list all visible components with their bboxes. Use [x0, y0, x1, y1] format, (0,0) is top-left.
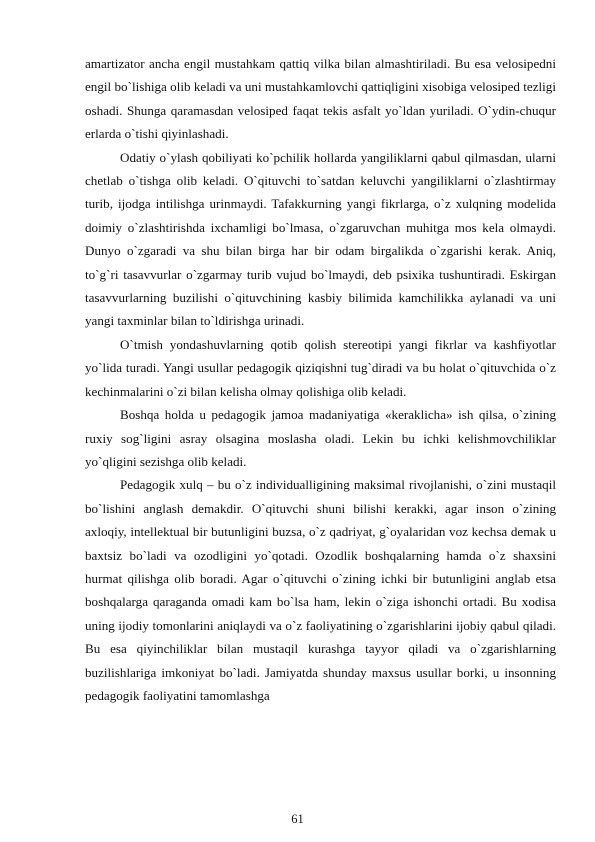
paragraph-2: Odatiy o`ylash qobiliyati ko`pchilik hollarda yangiliklarni qabul qilmasdan, ularni chetlab o`tishga olib keladi. O`qituvchi to`satdan keluvchi yangiliklarni o`zlashtirmay turib, ijodga intilishga urinmaydi. Tafakkurning yangi fikrlarga, o`z xulqning modelida doimiy o`zlashtirishda ixchamligi bo`lmasa, o`zgaruvchan muhitga mos kela olmaydi. Dunyo o`zgaradi va shu bilan birga har bir odam birgalikda o`zgarishi kerak. Aniq, to`g`ri tasavvurlar o`zgarmay turib vujud bo`lmaydi, deb psixika tushuntiradi. Eskirgan tasavvurlarning buzilishi o`qituvchining kasbiy bilimida kamchilikka aylanadi va uni yangi taxminlar bilan to`ldirishga urinadi.	[85, 149, 556, 329]
page-number: 61	[291, 812, 304, 826]
paragraph-5: Pedagogik xulq – bu o`z individualligining maksimal rivojlanishi, o`zini mustaqil bo`lishini anglash demakdir. O`qituvchi shuni bilishi kerakki, agar inson o`zining axloqiy, intellektual bir butunligini buzsa, o`z qadriyat, g`oyalaridan voz kechsa demak u baxtsiz bo`ladi va ozodligini yo`qotadi. Ozodlik boshqalarning hamda o`z shaxsini hurmat qilishga olib boradi. Agar o`qituvchi o`zining ichki bir butunligini anglab etsa boshqalarga qaraganda omadi kam bo`lsa ham, lekin o`ziga ishonchi ortadi. Bu xodisa uning ijodiy tomonlarini aniqlaydi va o`z faoliyatining o`zgarishlarini ijobiy qabul qiladi. Bu esa qiyinchiliklar bilan mustaqil kurashga tayyor qiladi va o`zgarishlarning buzilishlariga imkoniyat bo`ladi. Jamiyatda shunday maxsus usullar borki, u insonning pedagogik faoliyatini tamomlashga	[85, 477, 556, 703]
paragraph-3: O`tmish yondashuvlarning qotib qolish stereotipi yangi fikrlar va kashfiyotlar yo`lida turadi. Yangi usullar pedagogik qiziqishni tug`diradi va bu holat o`qituvchida o`z kechinmalarini o`zi bilan kelisha olmay qolishiga olib keladi.	[85, 336, 556, 399]
paragraph-1: amartizator ancha engil mustahkam qattiq vilka bilan almashtiriladi. Bu esa velosipedni engil bo`lishiga olib keladi va uni mustahkamlovchi qattiqligini xisobiga velosiped tezligi oshadi. Shunga qaramasdan velosiped faqat tekis asfalt yo`ldan yuriladi. O`ydin-chuqur erlarda o`tishi qiyinlashadi.	[85, 56, 556, 142]
document-body	[85, 52, 556, 707]
paragraph-4: Boshqa holda u pedagogik jamoa madaniyatiga «keraklicha» ish qilsa, o`zining ruxiy sog`ligini asray olsagina moslasha oladi. Lekin bu ichki kelishmovchiliklar yo`qligini sezishga olib keladi.	[85, 407, 556, 469]
